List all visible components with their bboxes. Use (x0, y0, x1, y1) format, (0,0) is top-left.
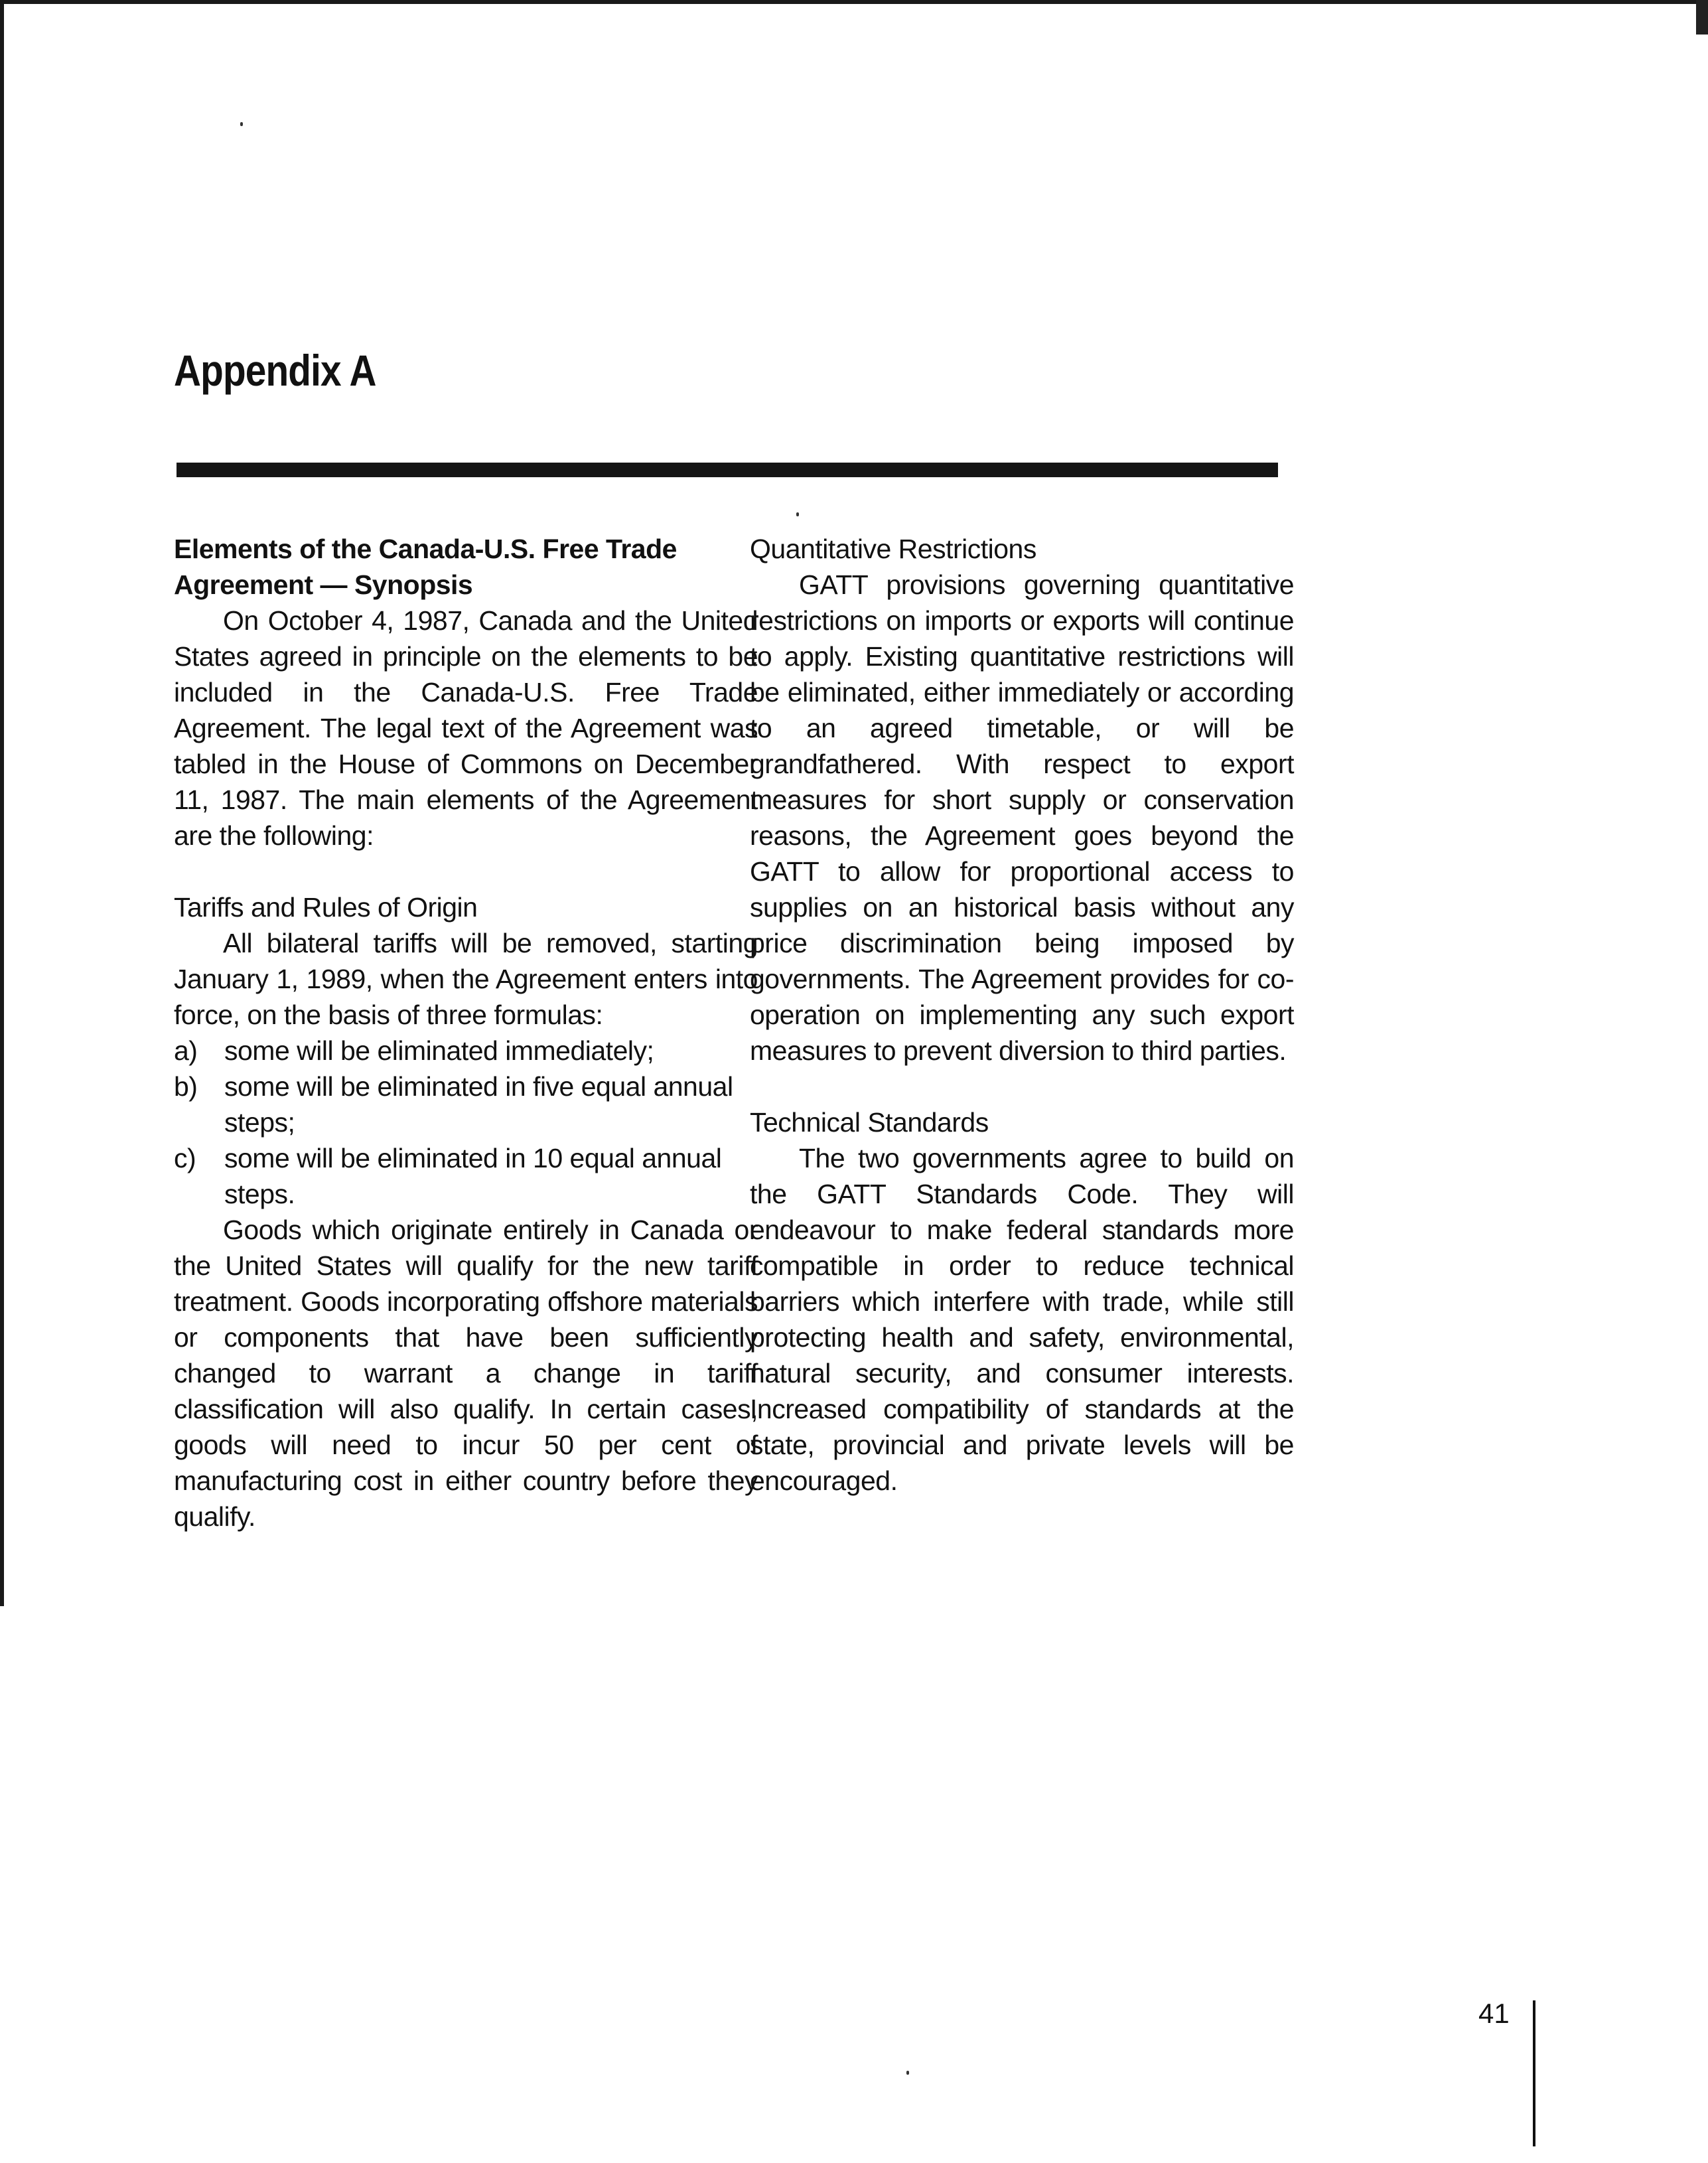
list-item-text: some will be eliminated immediately; (224, 1035, 654, 1066)
page-number: 41 (1478, 1998, 1510, 2029)
list-marker: b) (174, 1071, 198, 1102)
list-item (174, 1140, 758, 1212)
tariffs-paragraph: All bilateral tariffs will be removed, starting January 1, 1989, when the Agreement enters into force, on the basis of three formulas: (174, 928, 758, 1030)
intro-paragraph: On October 4, 1987, Canada and the United States agreed in principle on the elements to be included in the Canada-U.S. Free Trade Agreement. The legal text of the Agreement was tabled in the House of Commons on December 11, 1987. The main elements of the Agreement are the following: (174, 605, 758, 851)
list-item (174, 1069, 758, 1140)
section-heading: Elements of the Canada-U.S. Free Trade Agreement — Synopsis (174, 534, 677, 600)
list-item (174, 1033, 758, 1069)
formula-list (174, 1033, 758, 1212)
page-number-bar (1533, 2000, 1535, 2146)
scan-speck (906, 2071, 909, 2075)
right-column (750, 531, 1294, 1499)
left-column (174, 531, 758, 1534)
quantitative-paragraph: GATT provisions governing quantitative restrictions on imports or exports will continue to apply. Existing quantitative restrictions will be eliminated, either immediately or according to an agreed timetable, or will be grandfathered. With respect to export measures for short supply or conservation reasons, the Agreement goes beyond the GATT to allow for proportional access to supplies on an historical basis without any price discrimination being imposed by governments. The Agreement provides for co-operation on implementing any such export measures to prevent diversion to third parties. (750, 569, 1294, 1066)
scan-edge-top (0, 0, 1708, 4)
scan-speck (796, 512, 799, 516)
origin-paragraph: Goods which originate entirely in Canada or the United States will qualify for the new tariff treatment. Goods incorporating offshore materials or components that have been sufficiently changed to warrant a change in tariff classification will also qualify. In certain cases, goods will need to incur 50 per cent of manufacturing cost in either country before they qualify. (174, 1215, 758, 1532)
scan-edge-left (0, 0, 4, 1606)
technical-paragraph: The two governments agree to build on the GATT Standards Code. They will endeavour to make federal standards more compatible in order to reduce technical barriers which interfere with trade, while still protecting health and safety, environmental, natural security, and consumer interests. Increased compatibility of standards at the state, provincial and private levels will be encouraged. (750, 1143, 1294, 1496)
title-rule (177, 463, 1278, 477)
page-title: Appendix A (174, 346, 376, 395)
list-item-text: some will be eliminated in 10 equal annual steps. (224, 1143, 722, 1209)
subheading-quantitative: Quantitative Restrictions (750, 534, 1036, 564)
subheading-tariffs: Tariffs and Rules of Origin (174, 892, 478, 923)
list-marker: a) (174, 1035, 198, 1066)
list-marker: c) (174, 1143, 196, 1173)
subheading-technical: Technical Standards (750, 1107, 989, 1138)
list-item-text: some will be eliminated in five equal annual steps; (224, 1071, 733, 1138)
scan-mark (1696, 0, 1708, 35)
scan-speck (240, 122, 243, 126)
